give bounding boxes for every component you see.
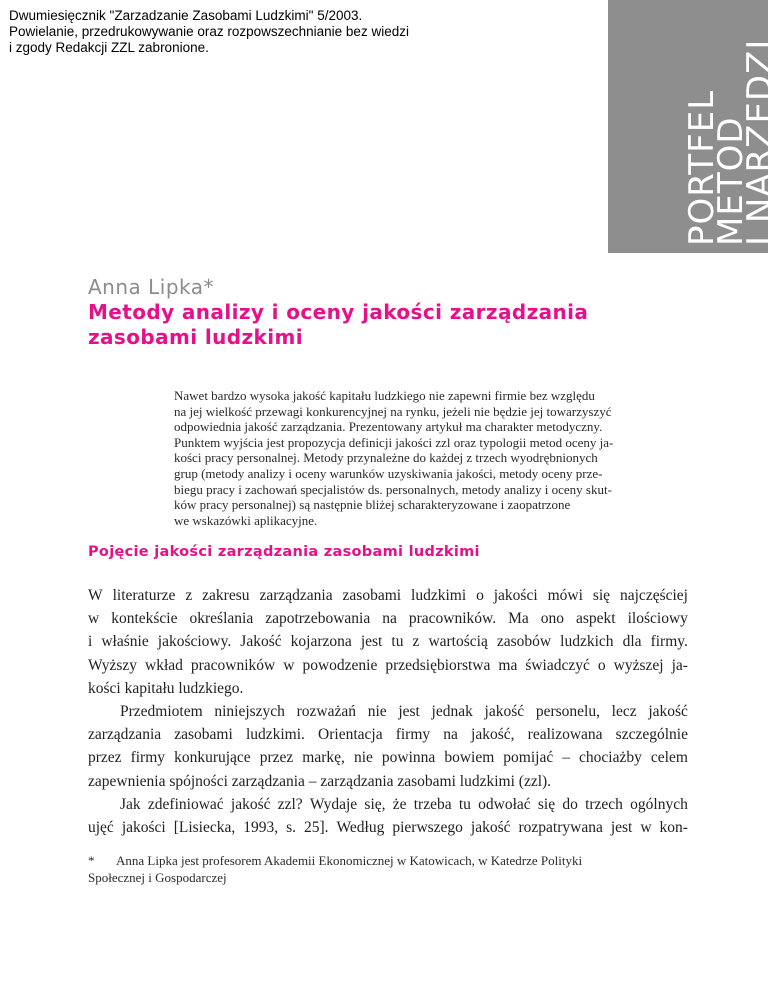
body-line: Jak zdefiniować jakość zzl? Wydaje się, że trzeba tu odwołać się do trzech ogólnych (120, 795, 688, 813)
abstract-line: grup (metody analizy i oceny warunków uzyskiwania jakości, metody oceny prze- (174, 465, 603, 481)
abstract-line: na jej wielkość przewagi konkurencyjnej na rynku, jeżeli nie będzie jej towarzyszyć (174, 403, 612, 419)
article-title-line-1: Metody analizy i oceny jakości zarządzania (88, 300, 589, 324)
body-line: kości kapitału ludzkiego. (88, 679, 244, 697)
abstract (174, 388, 674, 528)
body-line: Przedmiotem niniejszych rozważań nie jest jednak jakość personelu, lecz jakość (120, 703, 688, 721)
footnote-marker: * (88, 853, 95, 868)
body-line: ujęć jakości [Lisiecka, 1993, s. 25]. Według pierwszego jakość rozpatrywana jest w kon- (88, 819, 688, 837)
abstract-line: ków pracy personalnej) są następnie bliżej scharakteryzowane i zaopatrzone (174, 497, 571, 513)
abstract-line: odpowiednia jakość zarządzania. Prezentowany artykuł ma charakter metodyczny. (174, 419, 603, 435)
section-tab-line-1: PORTFEL (682, 89, 722, 246)
section-heading: Pojęcie jakości zarządzania zasobami ludzkimi (88, 544, 480, 560)
abstract-line: Punktem wyjścia jest propozycja definicji jakości zzl oraz typologii metod oceny ja- (174, 434, 614, 450)
article-author: Anna Lipka* (88, 275, 215, 299)
footnote-text: Anna Lipka jest profesorem Akademii Ekonomicznej w Katowicach, w Katedrze Polityki (116, 853, 583, 868)
section-tab-line-3: I NARZĘDZI (740, 38, 780, 246)
section-tab-line-2: METOD (711, 116, 751, 246)
body-line: i właśnie jakościowy. Jakość kojarzona jest tu z wartością zasobów ludzkich dla firmy. (88, 633, 688, 651)
notice-line-1: Dwumiesięcznik "Zarzadzanie Zasobami Ludzkimi" 5/2003. (9, 8, 363, 23)
section-tab (608, 0, 780, 253)
abstract-line: we wskazówki aplikacyjne. (174, 512, 318, 528)
abstract-line: Nawet bardzo wysoka jakość kapitału ludzkiego nie zapewni firmie bez względu (174, 388, 595, 403)
body-line: zapewnienia spójności zarządzania – zarządzania zasobami ludzkimi (zzl). (88, 772, 552, 790)
body-line: zarządzania zasobami ludzkimi. Orientacja firmy na jakość, realizowana szczególnie (88, 726, 688, 744)
article-title-line-2: zasobami ludzkimi (88, 325, 303, 349)
footnote (88, 852, 688, 886)
body-line: Wyższy wkład pracowników w powodzenie przedsiębiorstwa ma świadczyć o wyższej ja- (88, 656, 688, 674)
abstract-line: kości pracy personalnej. Metody przynależne do każdej z trzech wyodrębnionych (174, 450, 598, 466)
copyright-notice (9, 8, 569, 56)
body-line: przez firmy konkurujące przez markę, nie powinna bowiem pomijać – chociażby celem (88, 749, 688, 767)
notice-line-2: Powielanie, przedrukowywanie oraz rozpowszechnianie bez wiedzi (9, 24, 409, 39)
footnote-line-2: Społecznej i Gospodarczej (88, 870, 227, 885)
article-title (88, 300, 628, 350)
section-tab-label (682, 38, 780, 246)
body-line: w kontekście określania zapotrzebowania na pracowników. Ma ono aspekt ilościowy (88, 610, 688, 628)
body-text (88, 584, 688, 839)
notice-line-3: i zgody Redakcji ZZL zabronione. (9, 40, 209, 55)
body-line: W literaturze z zakresu zarządzania zasobami ludzkimi o jakości mówi się najczęściej (88, 587, 688, 604)
abstract-line: biegu pracy i zachowań specjalistów ds. personalnych, metody analizy i oceny skut- (174, 481, 612, 497)
footnote-line-1 (88, 852, 688, 869)
